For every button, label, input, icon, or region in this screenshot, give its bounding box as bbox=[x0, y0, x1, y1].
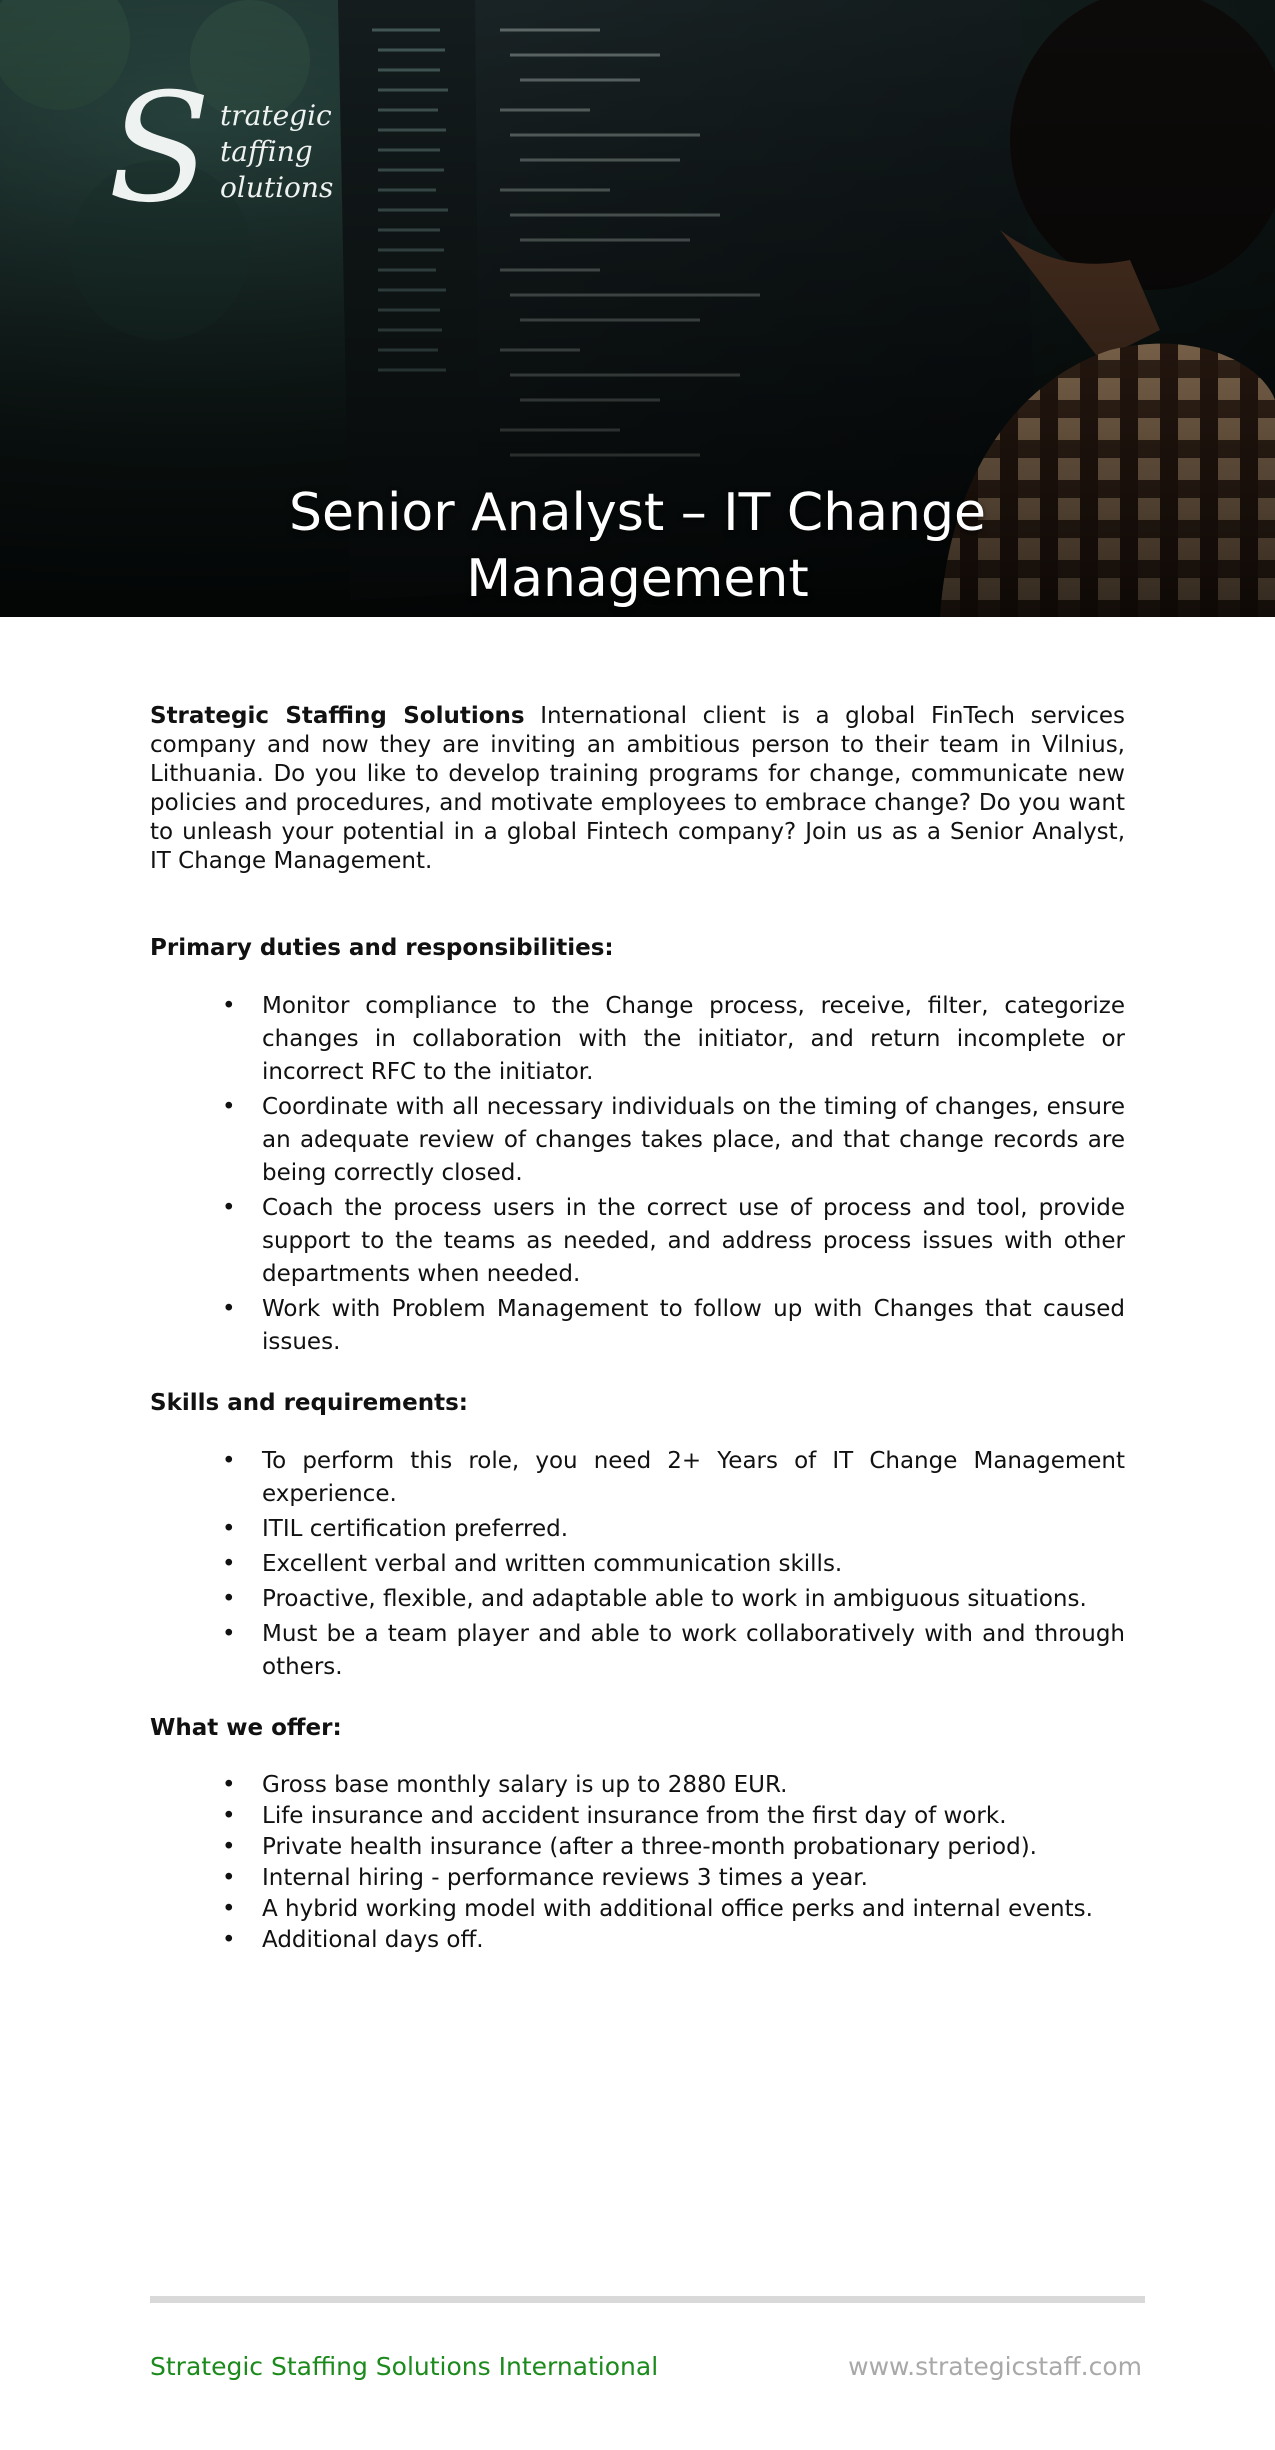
list-item bbox=[150, 1513, 1125, 1546]
title-line: Senior Analyst – IT Change bbox=[289, 483, 986, 543]
list-item bbox=[150, 1618, 1125, 1684]
list-item-text: A hybrid working model with additional office perks and internal events. bbox=[262, 1896, 1093, 1922]
logo-word: trategic bbox=[220, 99, 332, 132]
logo-wordmark bbox=[220, 98, 333, 206]
list-item bbox=[150, 1770, 1125, 1801]
logo-word: olutions bbox=[220, 171, 334, 204]
footer-website-link[interactable]: www.strategicstaff.com bbox=[848, 2352, 1142, 2381]
list-item-text: Coach the process users in the correct use of process and tool, provide support to the teams as needed, and address process issues with other departments when needed. bbox=[262, 1195, 1125, 1287]
bullet-icon: • bbox=[222, 1586, 236, 1612]
footer-divider bbox=[150, 2296, 1145, 2303]
bullet-icon: • bbox=[222, 1195, 236, 1221]
list-item bbox=[150, 1583, 1125, 1616]
list-item-text: Excellent verbal and written communication skills. bbox=[262, 1551, 843, 1577]
offer-list bbox=[150, 1770, 1125, 1956]
list-item bbox=[150, 1445, 1125, 1511]
hero-banner bbox=[0, 0, 1275, 617]
job-description bbox=[150, 702, 1125, 1956]
logo-letter: S bbox=[108, 62, 211, 236]
list-item bbox=[150, 1894, 1125, 1925]
list-item-text: Gross base monthly salary is up to 2880 EUR. bbox=[262, 1772, 788, 1798]
list-item bbox=[150, 1192, 1125, 1291]
list-item bbox=[150, 1832, 1125, 1863]
title-line: Management bbox=[466, 549, 809, 609]
duties-heading: Primary duties and responsibilities: bbox=[150, 935, 614, 961]
list-item bbox=[150, 1293, 1125, 1359]
intro-company-name: Strategic Staffing Solutions bbox=[150, 703, 525, 729]
list-item-text: Internal hiring - performance reviews 3 times a year. bbox=[262, 1865, 868, 1891]
list-item-text: Private health insurance (after a three-month probationary period). bbox=[262, 1834, 1037, 1860]
bullet-icon: • bbox=[222, 1621, 236, 1647]
bullet-icon: • bbox=[222, 1448, 236, 1474]
list-item-text: Proactive, flexible, and adaptable able to work in ambiguous situations. bbox=[262, 1586, 1087, 1612]
bullet-icon: • bbox=[222, 1772, 236, 1798]
list-item bbox=[150, 1548, 1125, 1581]
skills-heading: Skills and requirements: bbox=[150, 1390, 469, 1416]
bullet-icon: • bbox=[222, 1094, 236, 1120]
offer-heading: What we offer: bbox=[150, 1715, 342, 1741]
intro-text: International client is a global FinTech services company and now they are inviting an ambitious person to their team in Vilnius, Lithuania. Do you like to develop training programs for change, communicate new policies and procedures, and motivate employees to embrace change? Do you want to unleash your potential in a global Fintech company? Join us as a Senior Analyst, IT Change Management. bbox=[150, 703, 1125, 874]
bullet-icon: • bbox=[222, 993, 236, 1019]
list-item bbox=[150, 1801, 1125, 1832]
list-item-text: ITIL certification preferred. bbox=[262, 1516, 569, 1542]
list-item-text: Must be a team player and able to work collaboratively with and through others. bbox=[262, 1621, 1125, 1680]
logo-word: taffing bbox=[220, 135, 313, 168]
list-item bbox=[150, 1863, 1125, 1894]
bullet-icon: • bbox=[222, 1803, 236, 1829]
duties-list bbox=[150, 990, 1125, 1359]
list-item-text: Life insurance and accident insurance from the first day of work. bbox=[262, 1803, 1007, 1829]
bullet-icon: • bbox=[222, 1516, 236, 1542]
bullet-icon: • bbox=[222, 1296, 236, 1322]
company-logo bbox=[108, 62, 334, 237]
list-item-text: To perform this role, you need 2+ Years of IT Change Management experience. bbox=[262, 1448, 1125, 1507]
list-item-text: Work with Problem Management to follow up with Changes that caused issues. bbox=[262, 1296, 1125, 1355]
list-item-text: Monitor compliance to the Change process, receive, filter, categorize changes in collaboration with the initiator, and return incomplete or incorrect RFC to the initiator. bbox=[262, 993, 1125, 1085]
bullet-icon: • bbox=[222, 1896, 236, 1922]
list-item bbox=[150, 990, 1125, 1089]
skills-list bbox=[150, 1445, 1125, 1684]
list-item-text: Additional days off. bbox=[262, 1927, 484, 1953]
bullet-icon: • bbox=[222, 1927, 236, 1953]
bullet-icon: • bbox=[222, 1865, 236, 1891]
list-item bbox=[150, 1925, 1125, 1956]
footer-company-name: Strategic Staffing Solutions International bbox=[150, 2352, 659, 2381]
list-item bbox=[150, 1091, 1125, 1190]
bullet-icon: • bbox=[222, 1551, 236, 1577]
intro-paragraph bbox=[150, 702, 1125, 876]
bullet-icon: • bbox=[222, 1834, 236, 1860]
page-title bbox=[0, 480, 1275, 612]
list-item-text: Coordinate with all necessary individuals on the timing of changes, ensure an adequate review of changes takes place, and that change records are being correctly closed. bbox=[262, 1094, 1125, 1186]
